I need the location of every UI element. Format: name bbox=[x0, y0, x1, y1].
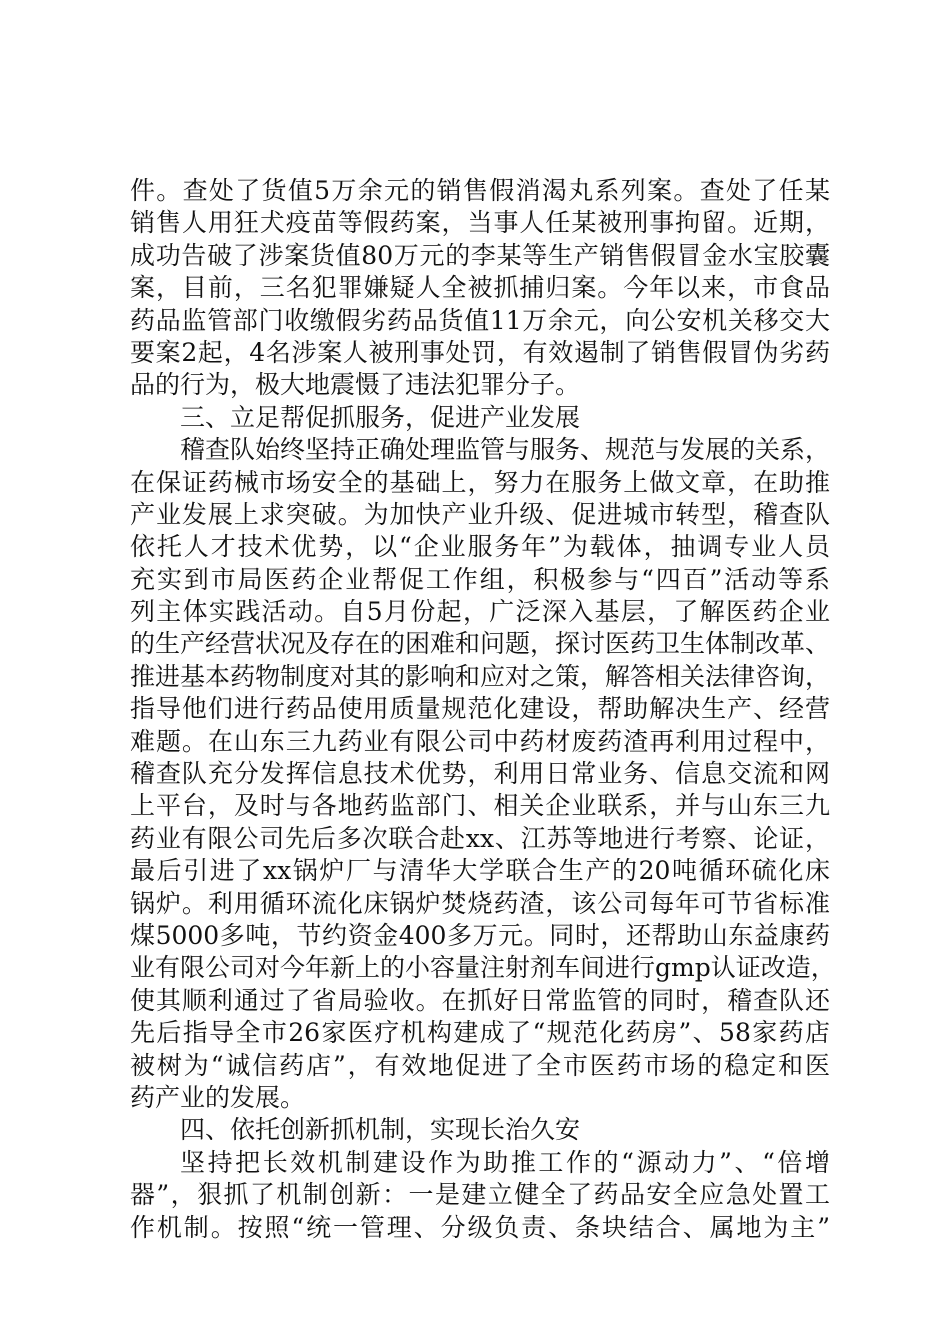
text-line: 药产业的发展。 bbox=[130, 1082, 306, 1112]
text-line: 充实到市局医药企业帮促工作组，积极参与“四百”活动等系 bbox=[130, 564, 830, 594]
text-line: 品的行为，极大地震慑了违法犯罪分子。 bbox=[130, 370, 581, 400]
text-line: 先后指导全市26家医疗机构建成了“规范化药房”、58家药店 bbox=[130, 1018, 830, 1048]
text-line: 被树为“诚信药店”，有效地促进了全市医药市场的稳定和医 bbox=[130, 1050, 830, 1080]
text-line: 使其顺利通过了省局验收。在抓好日常监管的同时，稽查队还 bbox=[130, 985, 830, 1015]
text-line: 要案2起，4名涉案人被刑事处罚，有效遏制了销售假冒伪劣药 bbox=[130, 337, 830, 367]
text-line: 最后引进了xx锅炉厂与清华大学联合生产的20吨循环硫化床 bbox=[130, 856, 830, 886]
text-line: 作机制。按照“统一管理、分级负责、条块结合、属地为主” bbox=[130, 1212, 830, 1242]
text-line: 销售人用狂犬疫苗等假药案，当事人任某被刑事拘留。近期， bbox=[130, 208, 830, 238]
text-line: 药业有限公司先后多次联合赴xx、江苏等地进行考察、论证， bbox=[130, 823, 830, 853]
text-line: 难题。在山东三九药业有限公司中药材废药渣再利用过程中， bbox=[130, 726, 830, 756]
text-line: 上平台，及时与各地药监部门、相关企业联系，并与山东三九 bbox=[130, 791, 830, 821]
text-line: 成功告破了涉案货值80万元的李某等生产销售假冒金水宝胶囊 bbox=[130, 240, 830, 270]
text-line: 稽查队始终坚持正确处理监管与服务、规范与发展的关系， bbox=[180, 435, 831, 465]
text-line: 件。查处了货值5万余元的销售假消渴丸系列案。查处了任某 bbox=[130, 176, 830, 205]
text-line: 指导他们进行药品使用质量规范化建设，帮助解决生产、经营 bbox=[130, 694, 830, 724]
text-line: 推进基本药物制度对其的影响和应对之策，解答相关法律咨询， bbox=[130, 661, 831, 691]
text-line: 煤5000多吨，节约资金400多万元。同时，还帮助山东益康药 bbox=[130, 920, 830, 950]
document-body bbox=[130, 175, 836, 1244]
section-heading: 三、立足帮促抓服务，促进产业发展 bbox=[180, 402, 581, 432]
text-line: 药品监管部门收缴假劣药品货值11万余元，向公安机关移交大 bbox=[130, 305, 830, 335]
text-line: 在保证药械市场安全的基础上，努力在服务上做文章，在助推 bbox=[130, 467, 830, 497]
text-line: 的生产经营状况及存在的困难和问题，探讨医药卫生体制改革、 bbox=[130, 629, 831, 659]
text-line: 器”，狠抓了机制创新：一是建立健全了药品安全应急处置工 bbox=[130, 1180, 830, 1210]
text-line: 稽查队充分发挥信息技术优势，利用日常业务、信息交流和网 bbox=[130, 759, 830, 789]
text-line: 产业发展上求突破。为加快产业升级、促进城市转型，稽查队 bbox=[130, 499, 830, 529]
text-line: 锅炉。利用循环流化床锅炉焚烧药渣，该公司每年可节省标准 bbox=[130, 888, 830, 918]
text-line: 业有限公司对今年新上的小容量注射剂车间进行gmp认证改造， bbox=[130, 953, 836, 983]
text-line: 列主体实践活动。自5月份起，广泛深入基层，了解医药企业 bbox=[130, 597, 830, 627]
section-heading: 四、依托创新抓机制，实现长治久安 bbox=[180, 1115, 581, 1145]
text-line: 坚持把长效机制建设作为助推工作的“源动力”、“倍增 bbox=[180, 1147, 830, 1177]
text-line: 案，目前，三名犯罪嫌疑人全被抓捕归案。今年以来，市食品 bbox=[130, 273, 830, 303]
text-line: 依托人才技术优势，以“企业服务年”为载体，抽调专业人员 bbox=[130, 532, 830, 562]
